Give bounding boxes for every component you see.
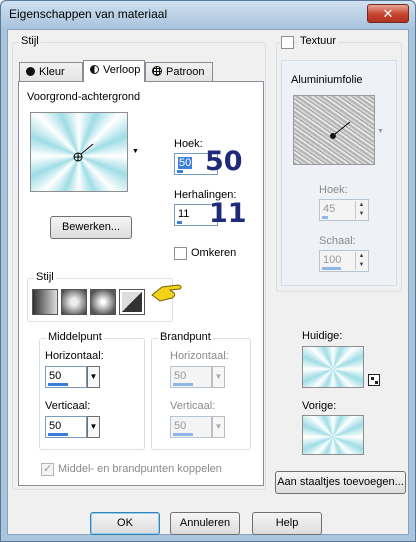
help-button-label: Help bbox=[275, 517, 299, 529]
middelpunt-group bbox=[39, 331, 145, 450]
verloop-panel bbox=[18, 81, 264, 486]
middelpunt-horizontal-spinner[interactable] bbox=[45, 366, 98, 388]
gradient-angle-handle-icon[interactable] bbox=[31, 113, 129, 193]
add-to-swatches-button-label: Aan staaltjes toevoegen... bbox=[277, 476, 404, 488]
ok-button[interactable] bbox=[90, 512, 160, 535]
add-to-swatches-button[interactable] bbox=[275, 471, 406, 494]
tab-kleur[interactable] bbox=[19, 62, 83, 82]
current-swatch[interactable] bbox=[302, 346, 364, 388]
angle-label bbox=[174, 138, 203, 150]
brandpunt-horizontal-slider-bar bbox=[173, 383, 193, 386]
brandpunt-horizontal-label: Horizontaal: bbox=[170, 350, 229, 362]
gradient-preview[interactable] bbox=[30, 112, 128, 192]
texture-scale-slider-bar bbox=[322, 267, 341, 270]
tab-verloop-label: Verloop bbox=[103, 64, 141, 76]
texture-scale-value: 100 bbox=[323, 254, 342, 266]
middelpunt-vertical-value[interactable]: 50 bbox=[49, 420, 62, 432]
tab-kleur-label: Kleur bbox=[39, 66, 65, 78]
repeats-label: Herhalingen: bbox=[174, 189, 237, 201]
help-button[interactable] bbox=[252, 512, 322, 535]
texture-angle-slider-bar bbox=[322, 216, 328, 219]
brandpunt-horizontal-value: 50 bbox=[174, 370, 187, 382]
brandpunt-vertical-value: 50 bbox=[174, 420, 187, 432]
brandpunt-vertical-slider-bar bbox=[173, 433, 193, 436]
angle-slider-bar[interactable] bbox=[177, 170, 183, 173]
texture-name: Aluminiumfolie bbox=[291, 74, 363, 86]
angle-annotation: 50 bbox=[205, 146, 243, 177]
texture-label[interactable]: Textuur bbox=[300, 35, 337, 47]
angle-value[interactable]: 50 bbox=[179, 157, 192, 169]
half-circle-icon bbox=[90, 65, 99, 74]
brandpunt-horizontal-spinner bbox=[170, 366, 223, 388]
brandpunt-title: Brandpunt bbox=[160, 331, 211, 343]
style-sunburst-button[interactable] bbox=[90, 289, 116, 315]
previous-swatch-label: Vorige: bbox=[302, 400, 337, 412]
texture-checkbox[interactable] bbox=[281, 36, 294, 49]
edit-gradient-button-label: Bewerken... bbox=[61, 221, 121, 233]
middelpunt-vertical-label: Verticaal: bbox=[45, 400, 91, 412]
solid-circle-icon bbox=[26, 67, 35, 76]
brandpunt-group bbox=[151, 331, 251, 450]
middelpunt-horizontal-value[interactable]: 50 bbox=[49, 370, 62, 382]
texture-scale-spinner bbox=[319, 250, 369, 272]
link-points-checkbox bbox=[41, 463, 54, 476]
texture-angle-spinner bbox=[319, 199, 369, 221]
repeats-slider-bar[interactable] bbox=[177, 221, 182, 224]
texture-angle-value: 45 bbox=[323, 203, 336, 215]
tab-patroon[interactable] bbox=[145, 62, 213, 82]
gradient-dropdown-arrow-icon[interactable]: ▼ bbox=[132, 148, 139, 155]
middelpunt-vertical-dropdown-icon[interactable]: ▼ bbox=[87, 416, 100, 438]
style-linear-button[interactable] bbox=[32, 289, 58, 315]
middelpunt-horizontal-slider-bar[interactable] bbox=[48, 383, 68, 386]
gradient-style-title: Stijl bbox=[36, 271, 54, 283]
middelpunt-horizontal-label: Horizontaal: bbox=[45, 350, 104, 362]
texture-preview[interactable] bbox=[293, 95, 375, 165]
tab-verloop[interactable] bbox=[83, 60, 145, 82]
invert-label[interactable]: Omkeren bbox=[191, 247, 237, 259]
link-points-label: Middel- en brandpunten koppelen bbox=[58, 463, 222, 475]
texture-group bbox=[276, 35, 402, 292]
texture-scale-arrows: ▲ ▼ bbox=[355, 252, 367, 270]
ok-button-label: OK bbox=[117, 517, 133, 529]
middelpunt-horizontal-dropdown-icon[interactable]: ▼ bbox=[87, 366, 100, 388]
texture-angle-label: Hoek: bbox=[319, 184, 348, 196]
brandpunt-vertical-spinner bbox=[170, 416, 223, 438]
texture-dropdown-arrow-icon[interactable]: ▼ bbox=[377, 128, 384, 135]
close-icon[interactable]: ✕ bbox=[382, 6, 394, 21]
edit-gradient-button[interactable] bbox=[50, 216, 132, 239]
gradient-style-group bbox=[27, 271, 173, 322]
stijl-group-title: Stijl bbox=[21, 35, 39, 47]
brandpunt-horizontal-dropdown-icon: ▼ bbox=[212, 366, 225, 388]
brandpunt-vertical-label: Verticaal: bbox=[170, 400, 216, 412]
dialog-client bbox=[7, 29, 409, 535]
style-rectangular-button[interactable] bbox=[61, 289, 87, 315]
texture-scale-label: Schaal: bbox=[319, 235, 356, 247]
cancel-button-label: Annuleren bbox=[179, 517, 231, 529]
invert-checkbox[interactable] bbox=[174, 247, 187, 260]
close-button[interactable] bbox=[367, 4, 409, 23]
tab-patroon-label: Patroon bbox=[166, 66, 205, 78]
repeats-value[interactable]: 11 bbox=[178, 208, 190, 220]
middelpunt-vertical-spinner[interactable] bbox=[45, 416, 98, 438]
gradient-name: Voorgrond-achtergrond bbox=[27, 91, 141, 103]
texture-angle-arrows: ▲ ▼ bbox=[355, 201, 367, 219]
window-title: Eigenschappen van materiaal bbox=[9, 7, 168, 21]
middelpunt-vertical-slider-bar[interactable] bbox=[48, 433, 68, 436]
angle-label-text: Hoek: bbox=[174, 138, 203, 150]
repeats-annotation: 11 bbox=[209, 198, 247, 229]
cancel-button[interactable] bbox=[170, 512, 240, 535]
swap-swatch-icon[interactable] bbox=[368, 374, 380, 386]
style-radial-button[interactable] bbox=[119, 289, 145, 315]
title-bar[interactable] bbox=[1, 1, 415, 29]
brandpunt-vertical-dropdown-icon: ▼ bbox=[212, 416, 225, 438]
current-swatch-label: Huidige: bbox=[302, 330, 343, 342]
pointing-hand-icon bbox=[150, 281, 184, 305]
pattern-grid-icon bbox=[152, 66, 162, 76]
texture-angle-handle-icon[interactable] bbox=[294, 96, 376, 166]
previous-swatch[interactable] bbox=[302, 415, 364, 455]
middelpunt-title: Middelpunt bbox=[48, 331, 102, 343]
